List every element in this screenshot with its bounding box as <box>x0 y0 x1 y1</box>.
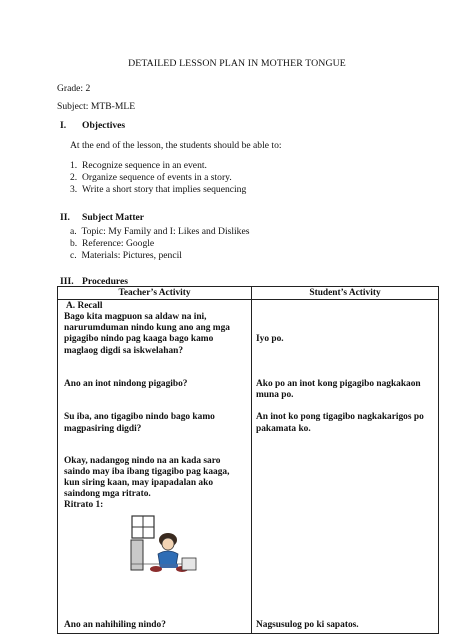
student-line: Iyo po. <box>256 334 284 344</box>
table-header-row <box>58 287 439 300</box>
teacher-line: saindong mga ritrato. <box>64 489 151 499</box>
teacher-line: narurumduman nindo kung ano ang mga <box>64 323 230 333</box>
teacher-activity-cell <box>58 300 252 634</box>
teacher-line: magpasiring digdi? <box>64 424 142 434</box>
subject-matter-numeral: II. <box>60 212 70 223</box>
teacher-line: maglaog digdi sa iskwelahan? <box>64 346 184 356</box>
student-activity-cell <box>252 300 439 634</box>
grade-line: Grade: 2 <box>57 83 91 94</box>
objectives-heading-text: Objectives <box>82 120 126 131</box>
subject-matter-item: a. Topic: My Family and I: Likes and Dislikes <box>70 226 250 237</box>
student-line: Ako po an inot kong pigagibo nagkakaon <box>256 379 421 389</box>
teacher-activity-header: Teacher’s Activity <box>58 287 252 300</box>
student-line: pakamata ko. <box>256 424 311 434</box>
procedures-numeral: III. <box>60 276 74 287</box>
child-tying-shoes-illustration <box>130 514 198 574</box>
subject-matter-heading <box>60 212 144 223</box>
subject-matter-heading-text: Subject Matter <box>82 212 145 223</box>
teacher-line: Su iba, ano tigagibo nindo bago kamo <box>64 412 215 422</box>
student-activity-header: Student’s Activity <box>252 287 439 300</box>
objective-item: 2. Organize sequence of events in a story. <box>70 172 232 183</box>
document-title: DETAILED LESSON PLAN IN MOTHER TONGUE <box>128 58 346 69</box>
subject-matter-item: c. Materials: Pictures, pencil <box>70 250 182 261</box>
teacher-line: Okay, nadangog nindo na an kada saro <box>64 456 221 466</box>
subject-matter-item: b. Reference: Google <box>70 238 155 249</box>
student-line: An inot ko pong tigagibo nagkakarigos po <box>256 412 424 422</box>
table-row <box>58 300 439 634</box>
teacher-line: kun siring kaan, may ipapadalan ako <box>64 478 214 488</box>
objectives-numeral: I. <box>60 120 67 131</box>
objective-item: 3. Write a short story that implies sequencing <box>70 184 247 195</box>
teacher-line: saindo may iba ibang tigagibo pag kaaga, <box>64 467 230 477</box>
procedures-table <box>57 286 439 634</box>
teacher-line: Ritrato 1: <box>64 500 104 510</box>
teacher-line: Ano an nahihiling nindo? <box>64 620 166 630</box>
teacher-line: Bago kita magpuon sa aldaw na ini, <box>64 312 207 322</box>
teacher-line: pigagibo nindo pag kaaga bago kamo <box>64 334 214 344</box>
student-line: muna po. <box>256 390 294 400</box>
subject-line: Subject: MTB-MLE <box>57 101 136 112</box>
recall-label: A. Recall <box>66 301 103 311</box>
student-line: Nagsusulog po ki sapatos. <box>256 620 359 630</box>
objectives-heading <box>60 120 125 131</box>
teacher-line: Ano an inot nindong pigagibo? <box>64 379 188 389</box>
procedures-heading-text: Procedures <box>82 276 129 287</box>
objective-item: 1. Recognize sequence in an event. <box>70 160 207 171</box>
objectives-intro: At the end of the lesson, the students should be able to: <box>70 140 282 151</box>
